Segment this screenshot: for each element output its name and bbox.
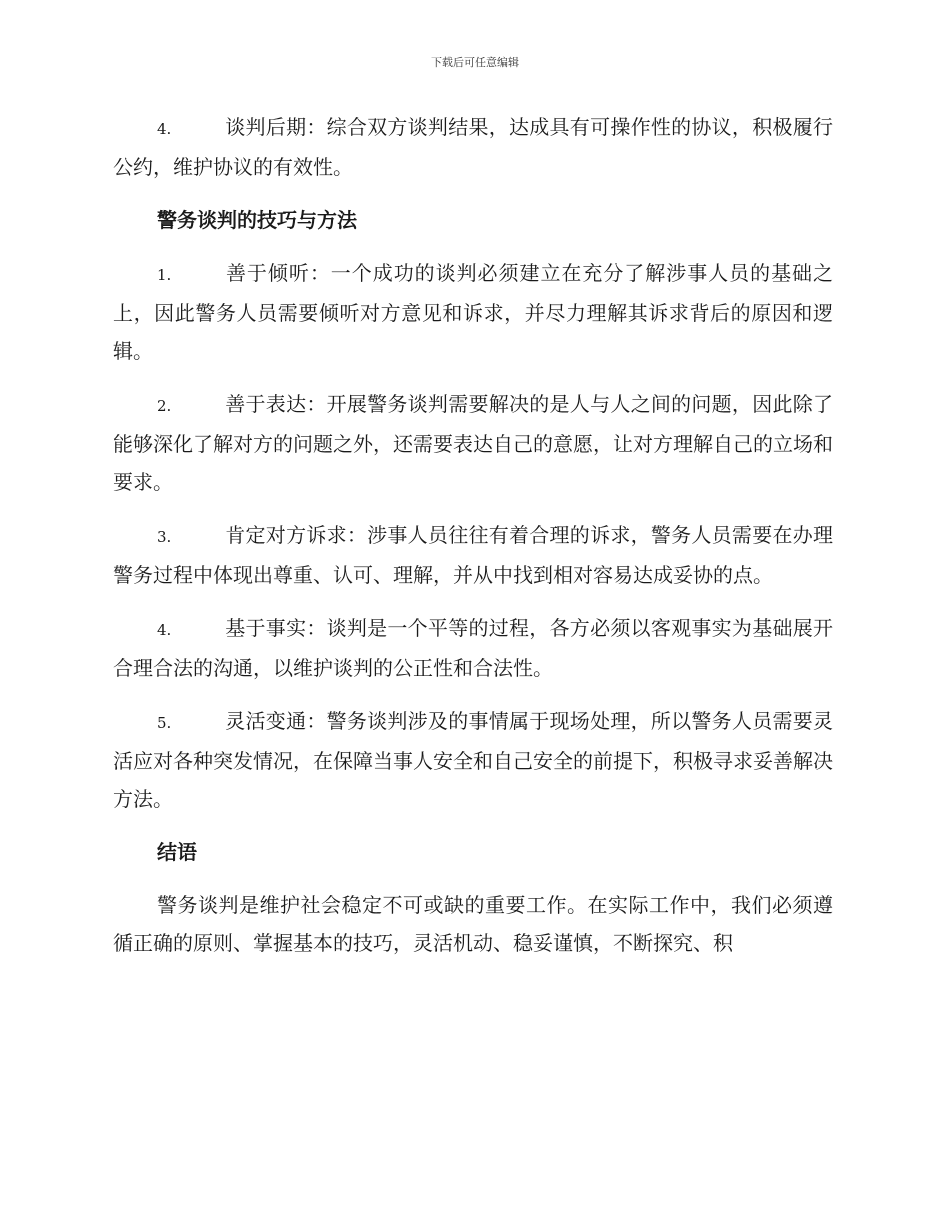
header-note: 下载后可任意编辑	[431, 56, 519, 69]
list-item-stage-4	[113, 108, 833, 186]
list-item-number: 4.	[157, 120, 172, 138]
list-item-technique-1	[113, 254, 833, 370]
list-item-number: 1.	[157, 266, 172, 284]
list-item-number: 2.	[157, 397, 172, 415]
list-item-text: 善于倾听：一个成功的谈判必须建立在充分了解涉事人员的基础之上，因此警务人员需要倾听对方意见和诉求，并尽力理解其诉求背后的原因和逻辑。	[113, 261, 833, 363]
list-item-technique-3	[113, 516, 833, 594]
list-item-technique-4	[113, 609, 833, 687]
list-item-number: 4.	[157, 621, 172, 639]
list-item-technique-2	[113, 385, 833, 501]
section-heading-techniques: 警务谈判的技巧与方法	[157, 208, 357, 232]
list-item-text: 善于表达：开展警务谈判需要解决的是人与人之间的问题，因此除了能够深化了解对方的问题之外，还需要表达自己的意愿，让对方理解自己的立场和要求。	[113, 392, 833, 494]
list-item-text: 肯定对方诉求：涉事人员往往有着合理的诉求，警务人员需要在办理警务过程中体现出尊重、认可、理解，并从中找到相对容易达成妥协的点。	[113, 523, 833, 587]
list-item-technique-5	[113, 702, 833, 818]
list-item-text: 灵活变通：警务谈判涉及的事情属于现场处理，所以警务人员需要灵活应对各种突发情况，在保障当事人安全和自己安全的前提下，积极寻求妥善解决方法。	[113, 709, 833, 811]
list-item-text: 谈判后期：综合双方谈判结果，达成具有可操作性的协议，积极履行公约，维护协议的有效性。	[113, 115, 833, 179]
list-item-number: 3.	[157, 528, 172, 546]
document-body	[113, 108, 833, 977]
section-heading-conclusion: 结语	[157, 840, 197, 864]
list-item-text: 基于事实：谈判是一个平等的过程，各方必须以客观事实为基础展开合理合法的沟通，以维护谈判的公正性和合法性。	[113, 616, 833, 680]
conclusion-paragraph: 警务谈判是维护社会稳定不可或缺的重要工作。在实际工作中，我们必须遵循正确的原则、掌握基本的技巧，灵活机动、稳妥谨慎，不断探究、积	[113, 893, 833, 955]
list-item-number: 5.	[157, 714, 172, 732]
